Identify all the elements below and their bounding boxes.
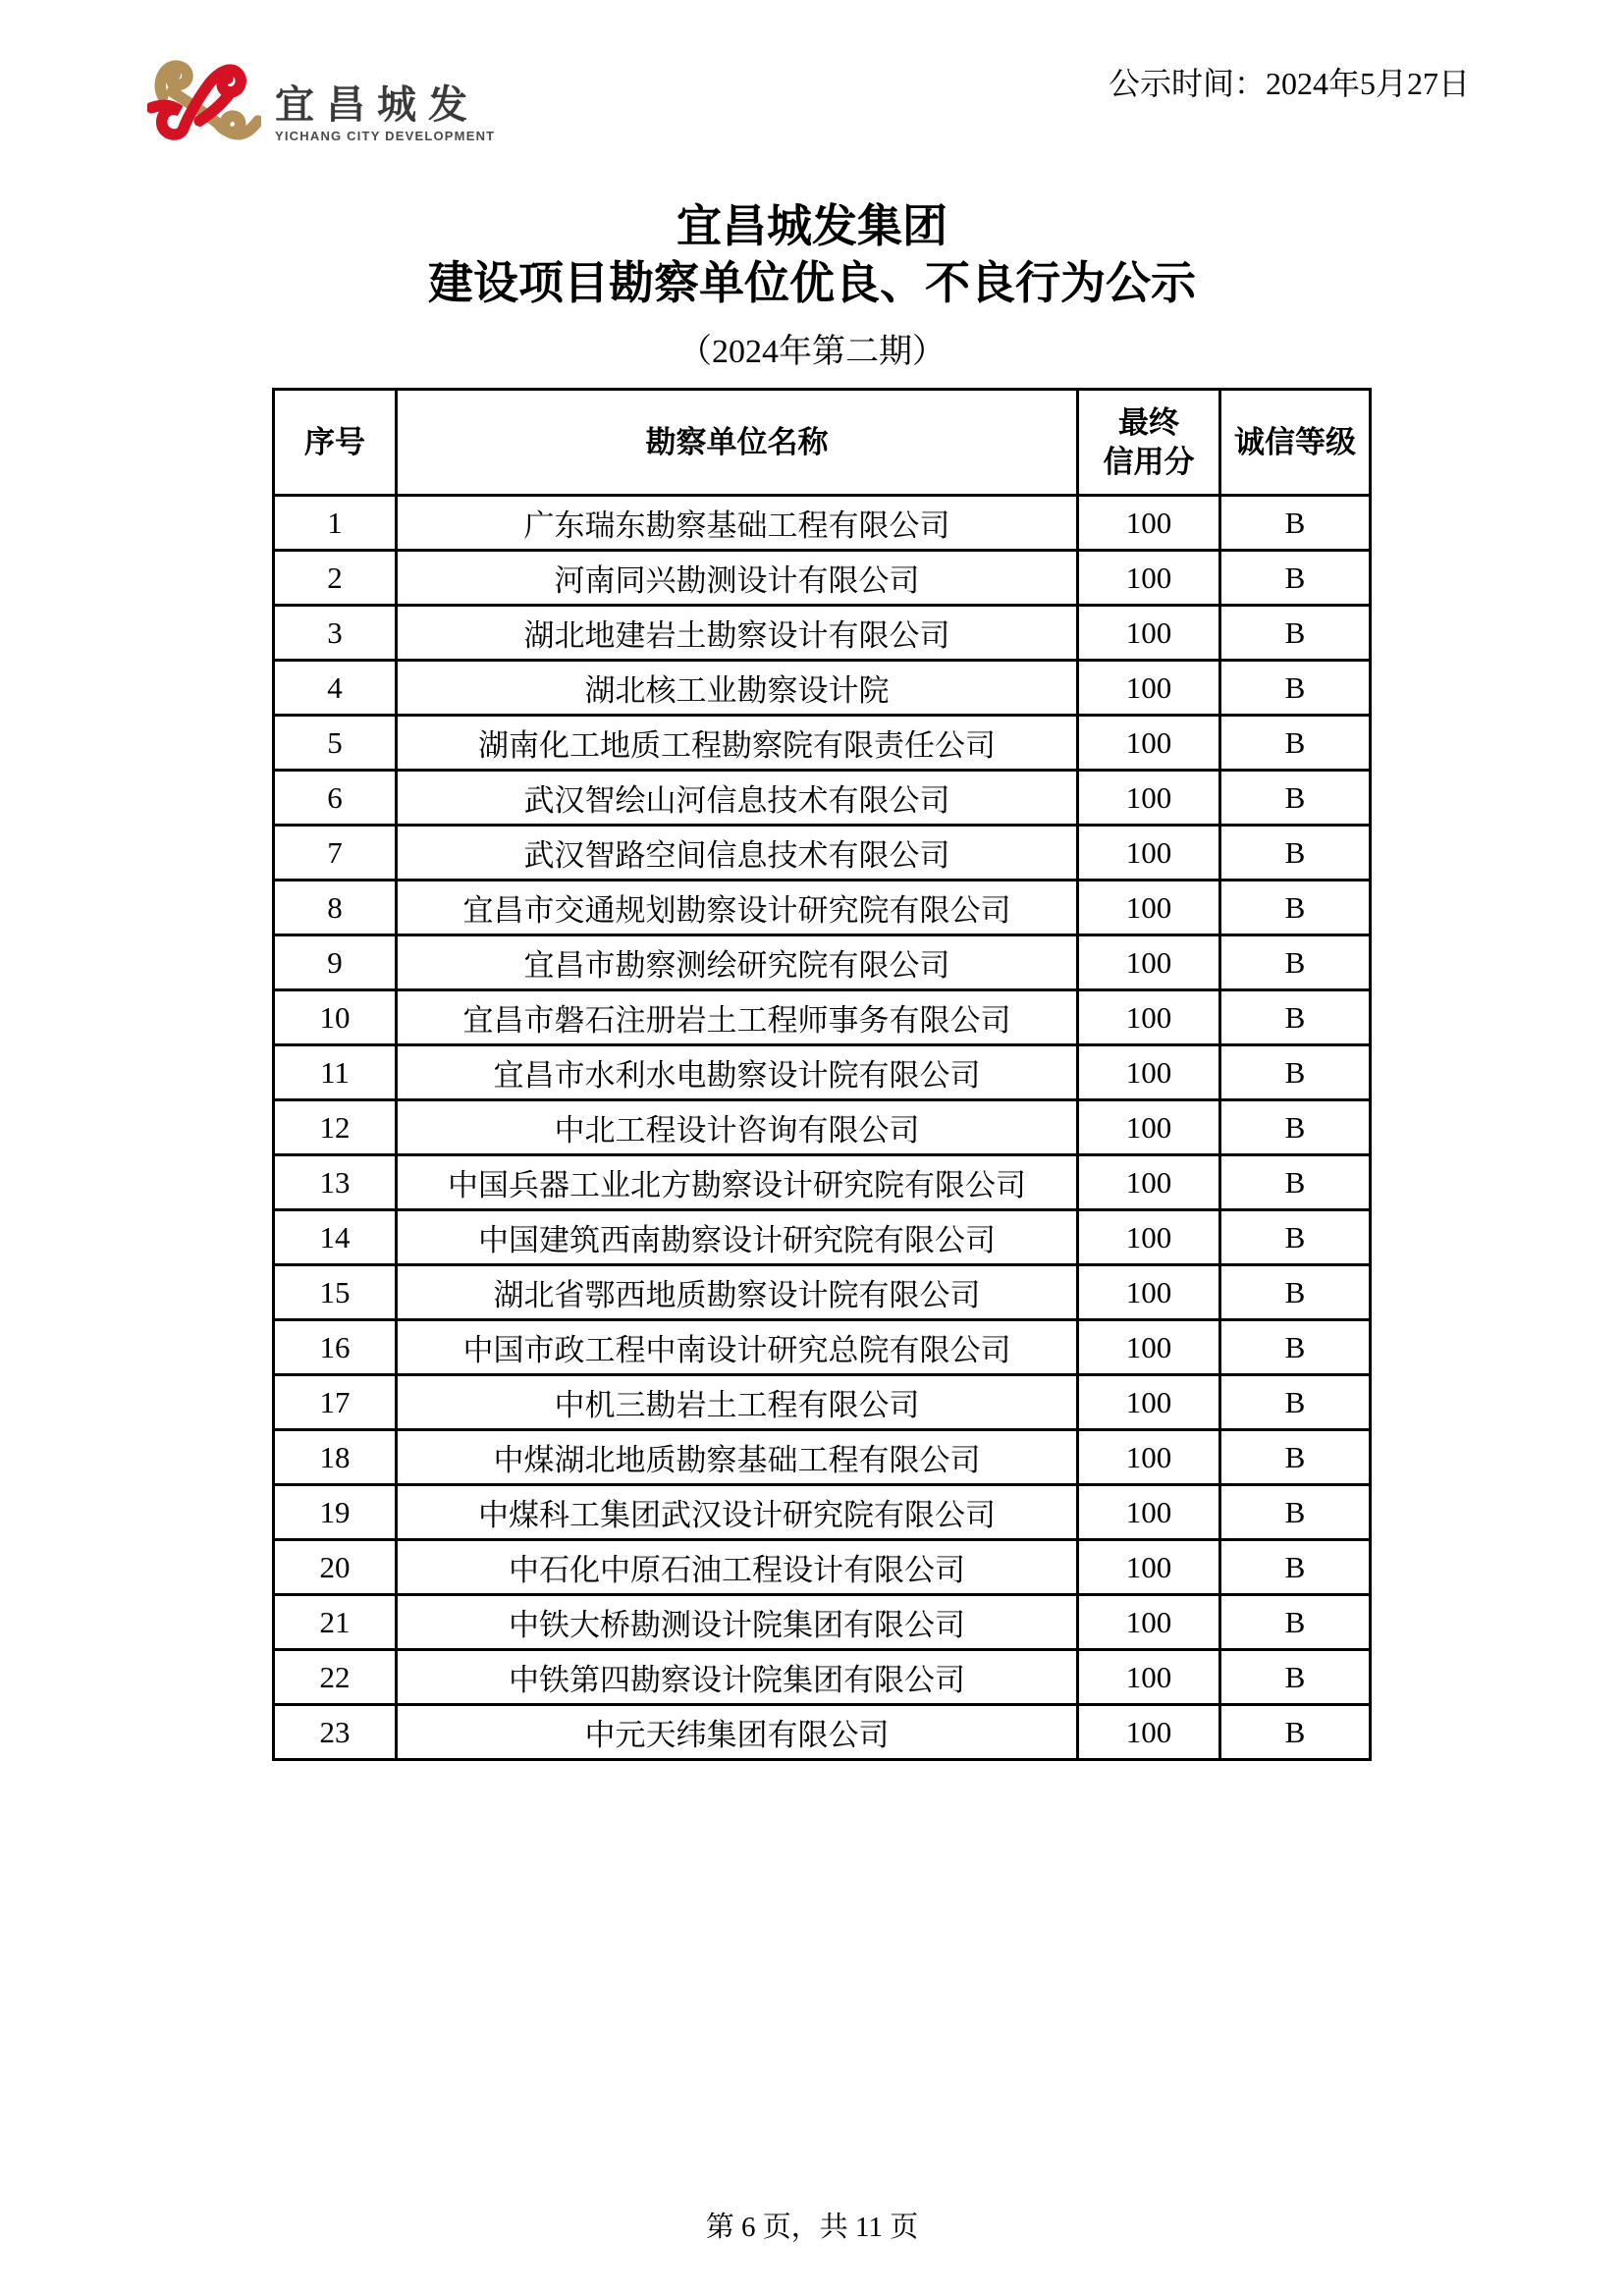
table-row (274, 1650, 1371, 1705)
table-row (274, 881, 1371, 935)
row-index: 14 (274, 1210, 397, 1265)
table-row (274, 1265, 1371, 1320)
table-row (274, 1155, 1371, 1210)
company-name: 武汉智绘山河信息技术有限公司 (397, 771, 1078, 826)
row-index: 20 (274, 1540, 397, 1595)
row-index: 22 (274, 1650, 397, 1705)
row-index: 23 (274, 1705, 397, 1760)
credit-score: 100 (1078, 935, 1220, 990)
credit-table (272, 388, 1372, 1761)
row-index: 15 (274, 1265, 397, 1320)
table-row (274, 1375, 1371, 1430)
row-index: 3 (274, 606, 397, 661)
title-block (0, 198, 1624, 372)
title-company: 宜昌城发集团 (677, 201, 947, 251)
logo-name-en: YICHANG CITY DEVELOPMENT (275, 129, 496, 143)
table-row (274, 1320, 1371, 1375)
row-index: 21 (274, 1595, 397, 1650)
credit-grade: B (1220, 1045, 1371, 1100)
credit-score: 100 (1078, 771, 1220, 826)
credit-grade: B (1220, 1650, 1371, 1705)
credit-score: 100 (1078, 1045, 1220, 1100)
row-index: 13 (274, 1155, 397, 1210)
credit-grade: B (1220, 1375, 1371, 1430)
row-index: 7 (274, 826, 397, 881)
table-row (274, 1430, 1371, 1485)
company-name: 湖北省鄂西地质勘察设计院有限公司 (397, 1265, 1078, 1320)
logo-text (275, 84, 495, 143)
row-index: 4 (274, 661, 397, 716)
company-name: 中铁第四勘察设计院集团有限公司 (397, 1650, 1078, 1705)
credit-grade: B (1220, 606, 1371, 661)
title-period: （2024年第二期） (678, 334, 946, 370)
credit-grade: B (1220, 1595, 1371, 1650)
credit-grade: B (1220, 826, 1371, 881)
table-row (274, 990, 1371, 1045)
table-row (274, 661, 1371, 716)
col-header-score (1078, 390, 1220, 496)
row-index: 9 (274, 935, 397, 990)
credit-grade: B (1220, 661, 1371, 716)
row-index: 10 (274, 990, 397, 1045)
company-name: 宜昌市交通规划勘察设计研究院有限公司 (397, 881, 1078, 935)
company-name: 广东瑞东勘察基础工程有限公司 (397, 496, 1078, 551)
credit-score: 100 (1078, 661, 1220, 716)
table-row (274, 551, 1371, 606)
table-row (274, 1100, 1371, 1155)
company-name: 中煤科工集团武汉设计研究院有限公司 (397, 1485, 1078, 1540)
table-row (274, 1705, 1371, 1760)
table-row (274, 935, 1371, 990)
credit-score: 100 (1078, 1210, 1220, 1265)
credit-score: 100 (1078, 1705, 1220, 1760)
table-header (274, 390, 1371, 496)
credit-grade: B (1220, 1155, 1371, 1210)
table-row (274, 771, 1371, 826)
company-name: 宜昌市水利水电勘察设计院有限公司 (397, 1045, 1078, 1100)
credit-grade: B (1220, 496, 1371, 551)
col-header-name: 勘察单位名称 (397, 390, 1078, 496)
company-name: 中石化中原石油工程设计有限公司 (397, 1540, 1078, 1595)
credit-grade: B (1220, 1540, 1371, 1595)
row-index: 16 (274, 1320, 397, 1375)
credit-score: 100 (1078, 1540, 1220, 1595)
row-index: 17 (274, 1375, 397, 1430)
col-header-grade: 诚信等级 (1220, 390, 1371, 496)
company-name: 中铁大桥勘测设计院集团有限公司 (397, 1595, 1078, 1650)
credit-score: 100 (1078, 1430, 1220, 1485)
company-name: 河南同兴勘测设计有限公司 (397, 551, 1078, 606)
company-name: 宜昌市勘察测绘研究院有限公司 (397, 935, 1078, 990)
company-name: 中煤湖北地质勘察基础工程有限公司 (397, 1430, 1078, 1485)
credit-grade: B (1220, 1705, 1371, 1760)
company-name: 中国市政工程中南设计研究总院有限公司 (397, 1320, 1078, 1375)
credit-grade: B (1220, 935, 1371, 990)
col-header-score-line2: 信用分 (1103, 444, 1195, 479)
credit-grade: B (1220, 1265, 1371, 1320)
header-row (274, 390, 1371, 496)
col-header-index: 序号 (274, 390, 397, 496)
credit-score: 100 (1078, 606, 1220, 661)
company-name: 湖北核工业勘察设计院 (397, 661, 1078, 716)
logo (147, 54, 495, 148)
table-row (274, 716, 1371, 771)
credit-grade: B (1220, 1210, 1371, 1265)
table-row (274, 496, 1371, 551)
row-index: 5 (274, 716, 397, 771)
logo-name-cn: 宜昌城发 (275, 83, 479, 127)
credit-score: 100 (1078, 1485, 1220, 1540)
row-index: 19 (274, 1485, 397, 1540)
row-index: 18 (274, 1430, 397, 1485)
table-row (274, 1045, 1371, 1100)
table-body (274, 496, 1371, 1760)
credit-grade: B (1220, 551, 1371, 606)
credit-grade: B (1220, 1100, 1371, 1155)
row-index: 1 (274, 496, 397, 551)
table-row (274, 1595, 1371, 1650)
credit-grade: B (1220, 881, 1371, 935)
company-name: 湖北地建岩土勘察设计有限公司 (397, 606, 1078, 661)
credit-score: 100 (1078, 1100, 1220, 1155)
credit-score: 100 (1078, 881, 1220, 935)
row-index: 12 (274, 1100, 397, 1155)
publish-time: 公示时间：2024年5月27日 (1108, 66, 1470, 101)
credit-grade: B (1220, 990, 1371, 1045)
table-row (274, 826, 1371, 881)
credit-score: 100 (1078, 1155, 1220, 1210)
row-index: 6 (274, 771, 397, 826)
row-index: 8 (274, 881, 397, 935)
credit-score: 100 (1078, 1320, 1220, 1375)
table-row (274, 1485, 1371, 1540)
table-row (274, 1210, 1371, 1265)
company-name: 宜昌市磐石注册岩土工程师事务有限公司 (397, 990, 1078, 1045)
credit-grade: B (1220, 1430, 1371, 1485)
credit-score: 100 (1078, 826, 1220, 881)
credit-score: 100 (1078, 990, 1220, 1045)
ribbon-knot-icon (147, 54, 261, 148)
credit-grade: B (1220, 771, 1371, 826)
col-header-score-line1: 最终 (1118, 404, 1179, 440)
table-row (274, 606, 1371, 661)
row-index: 2 (274, 551, 397, 606)
credit-score: 100 (1078, 1650, 1220, 1705)
company-name: 中国兵器工业北方勘察设计研究院有限公司 (397, 1155, 1078, 1210)
credit-score: 100 (1078, 1595, 1220, 1650)
company-name: 中机三勘岩土工程有限公司 (397, 1375, 1078, 1430)
company-name: 中元天纬集团有限公司 (397, 1705, 1078, 1760)
company-name: 中北工程设计咨询有限公司 (397, 1100, 1078, 1155)
title-main: 建设项目勘察单位优良、不良行为公示 (428, 258, 1196, 308)
company-name: 中国建筑西南勘察设计研究院有限公司 (397, 1210, 1078, 1265)
credit-score: 100 (1078, 1265, 1220, 1320)
credit-score: 100 (1078, 496, 1220, 551)
credit-score: 100 (1078, 1375, 1220, 1430)
credit-grade: B (1220, 716, 1371, 771)
table-row (274, 1540, 1371, 1595)
row-index: 11 (274, 1045, 397, 1100)
credit-grade: B (1220, 1320, 1371, 1375)
credit-score: 100 (1078, 716, 1220, 771)
credit-grade: B (1220, 1485, 1371, 1540)
page-number: 第 6 页，共 11 页 (705, 2212, 919, 2243)
company-name: 湖南化工地质工程勘察院有限责任公司 (397, 716, 1078, 771)
credit-score: 100 (1078, 551, 1220, 606)
company-name: 武汉智路空间信息技术有限公司 (397, 826, 1078, 881)
